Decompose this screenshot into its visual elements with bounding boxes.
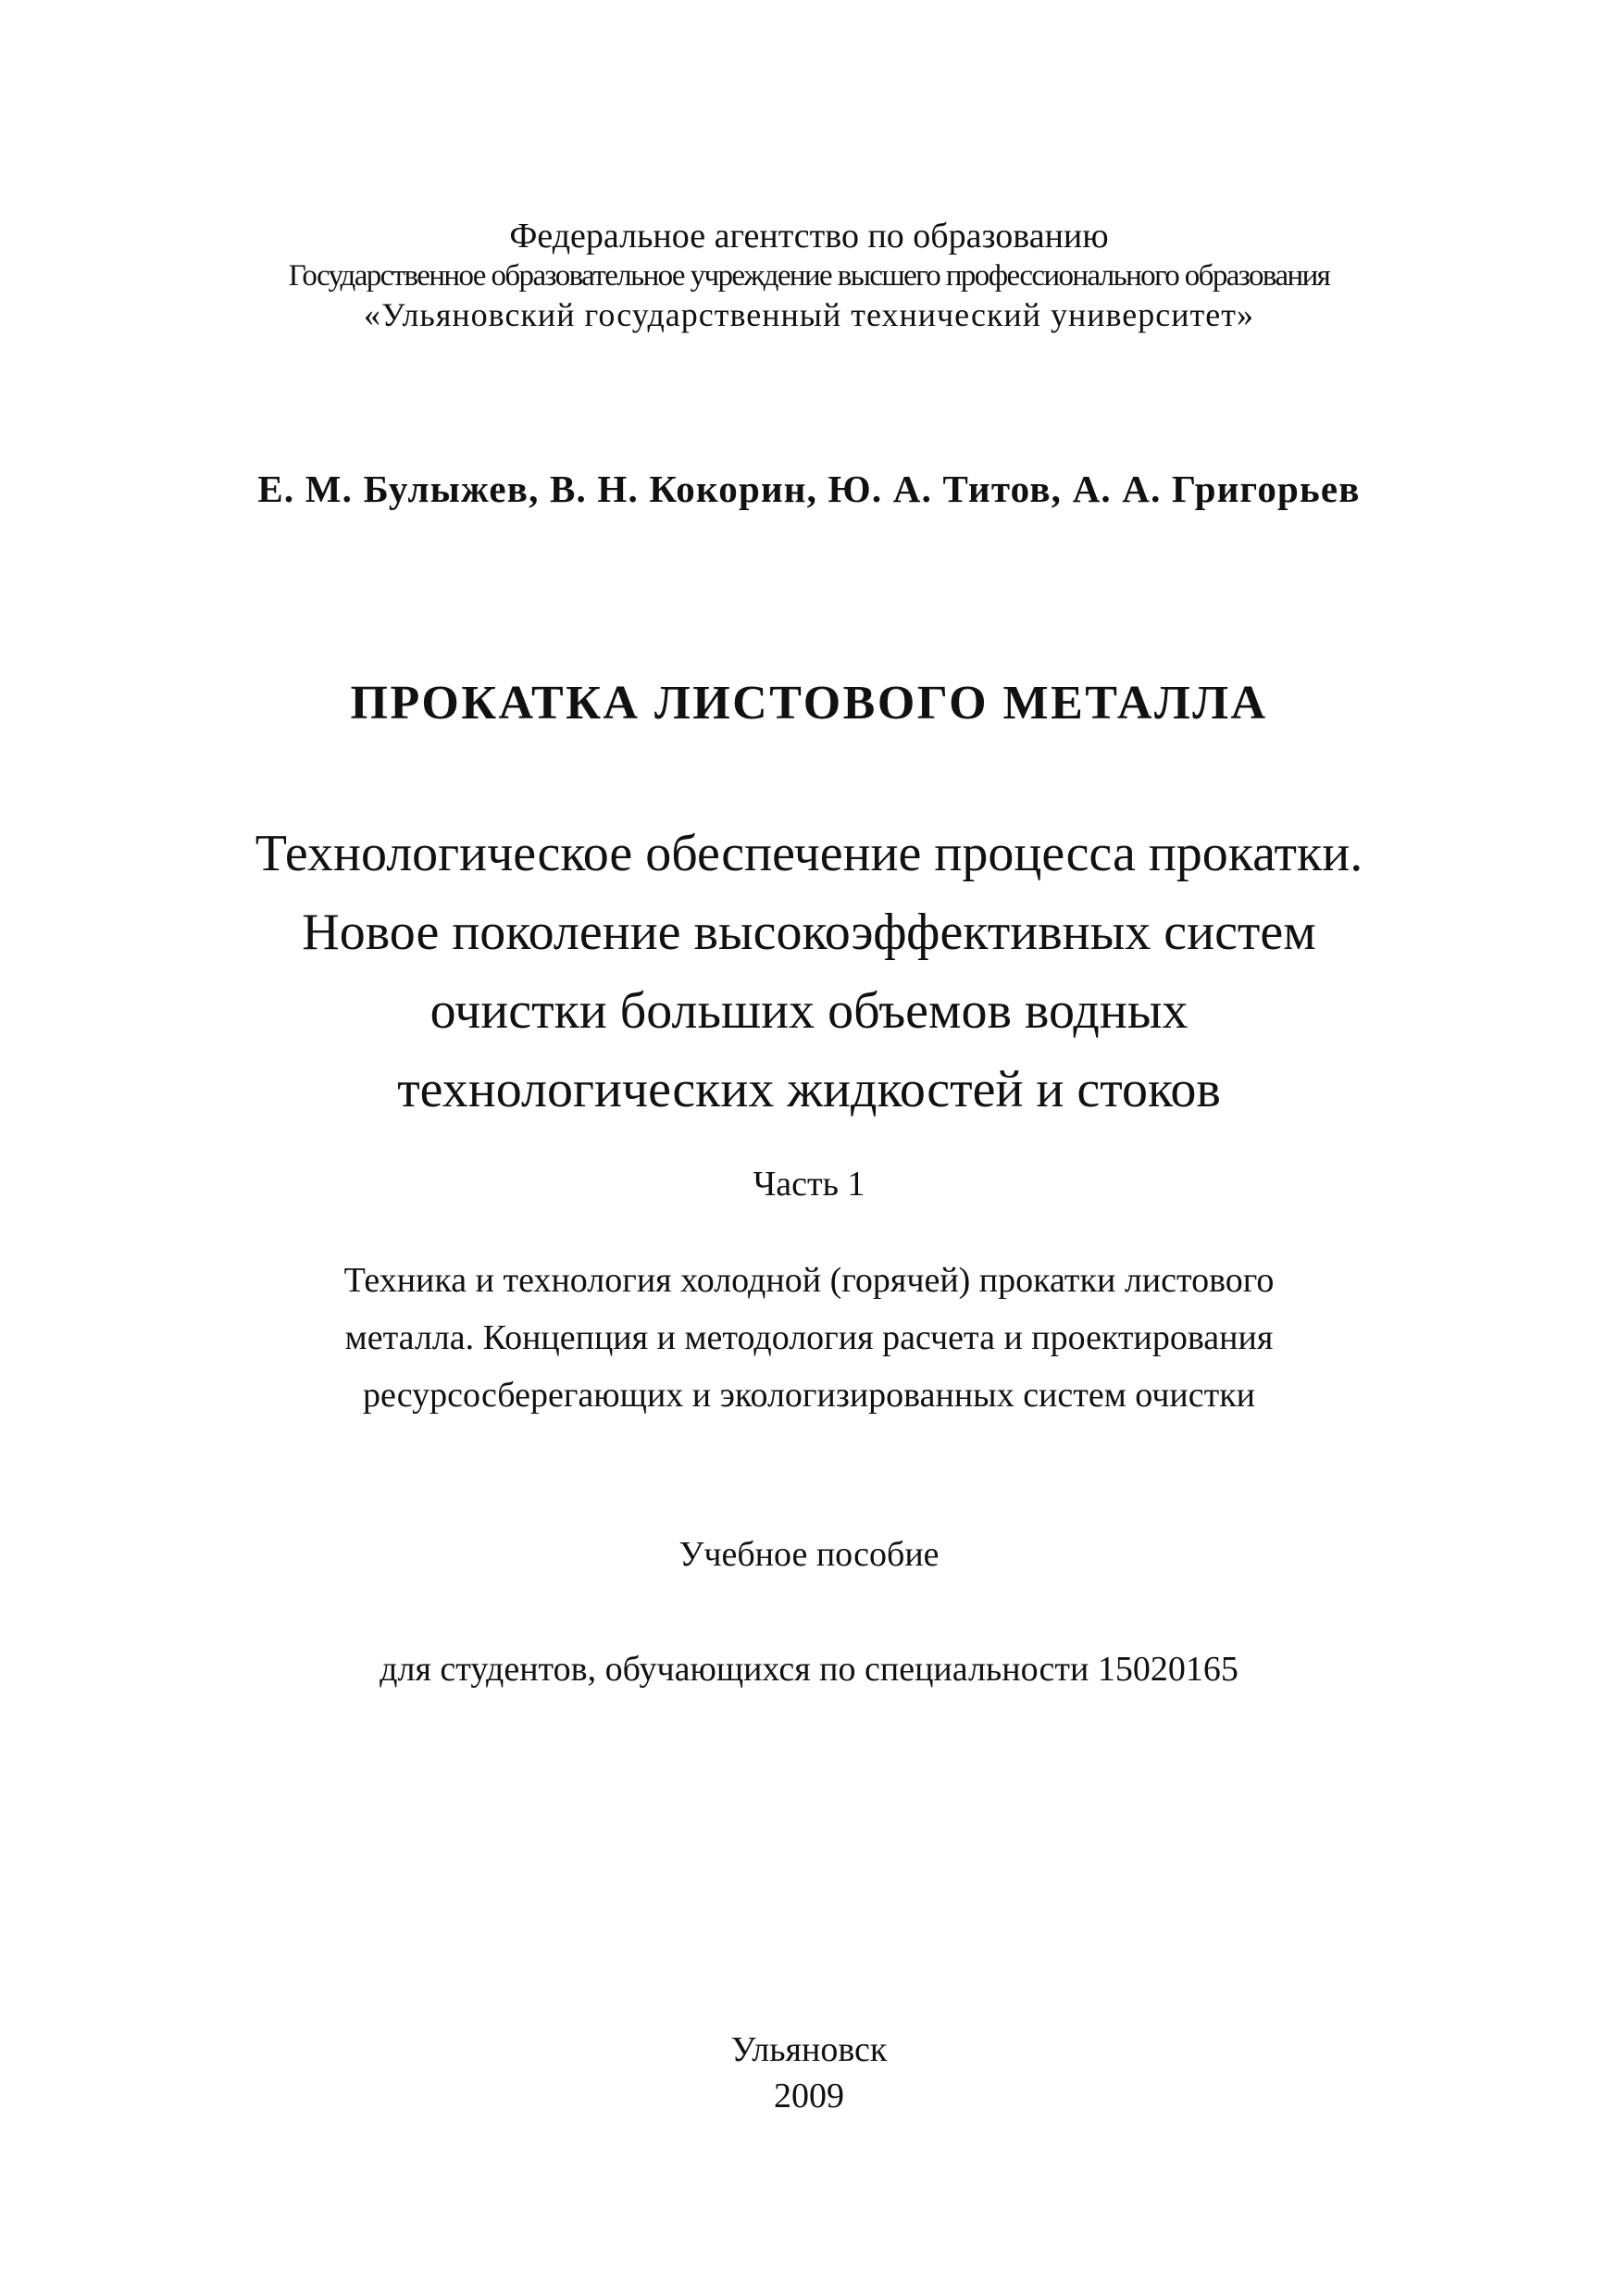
part-description-line: Техника и технология холодной (горячей) прокатки листового	[343, 1261, 1275, 1300]
subtitle-line: очистки больших объемов водных	[429, 982, 1189, 1040]
university-name: «Ульяновский государственный технический университет»	[364, 296, 1254, 333]
part-description-line: металла. Концепция и методология расчета и проектирования	[344, 1318, 1274, 1357]
publication-city: Ульяновск	[730, 2030, 888, 2069]
part-number: Часть 1	[753, 1165, 865, 1204]
agency-name: Федеральное агентство по образованию	[509, 217, 1109, 256]
subtitle-line: Технологическое обеспечение процесса прокатки.	[255, 825, 1363, 882]
audience: для студентов, обучающихся по специальности 15020165	[380, 1650, 1238, 1689]
document-type: Учебное пособие	[678, 1535, 940, 1574]
authors: Е. М. Булыжев, В. Н. Кокорин, Ю. А. Титов, А. А. Григорьев	[257, 468, 1361, 510]
publication-year: 2009	[774, 2077, 844, 2115]
institution-type: Государственное образовательное учреждение высшего профессионального образования	[288, 259, 1330, 293]
book-title: ПРОКАТКА ЛИСТОВОГО МЕТАЛЛА	[350, 677, 1268, 730]
subtitle-line: Новое поколение высокоэффективных систем	[302, 904, 1316, 961]
subtitle-line: технологических жидкостей и стоков	[397, 1061, 1221, 1118]
part-description-line: ресурсосберегающих и экологизированных систем очистки	[362, 1376, 1256, 1415]
